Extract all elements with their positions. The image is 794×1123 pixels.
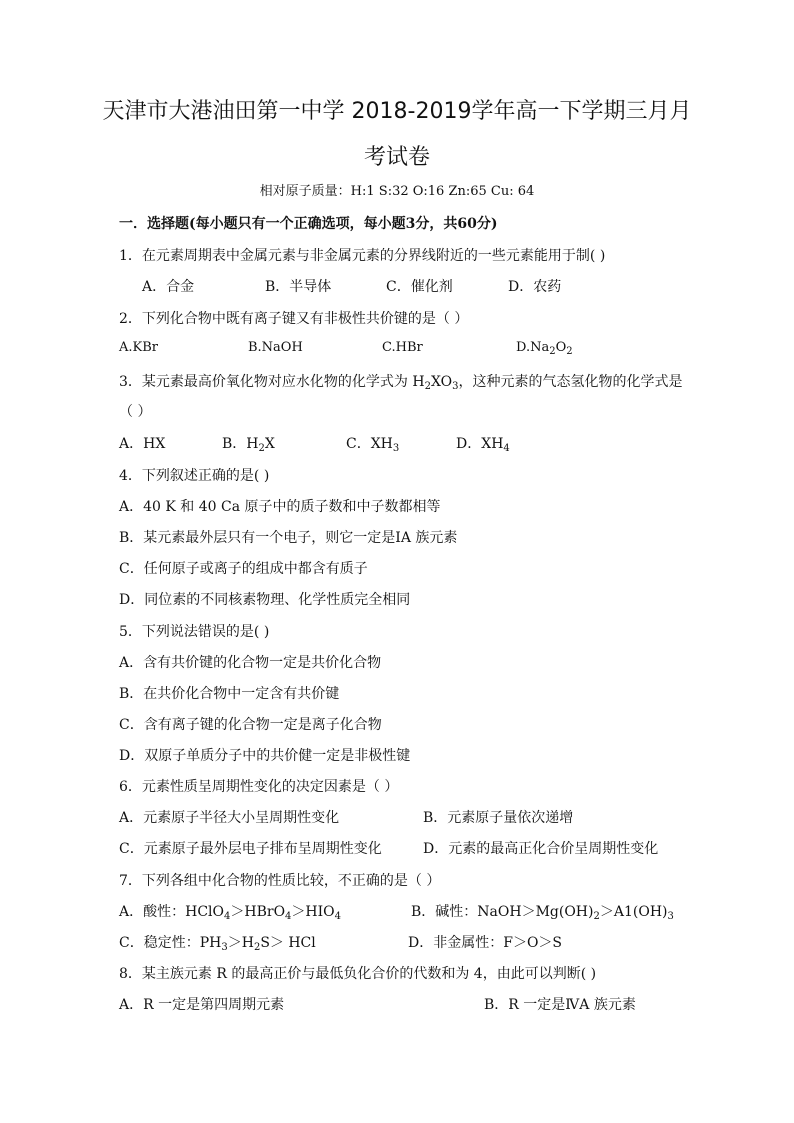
question-4-option-b: B．某元素最外层只有一个电子，则它一定是ⅠA 族元素 xyxy=(119,530,458,546)
question-4-stem: 4．下列叙述正确的是( ) xyxy=(119,468,270,484)
question-1-option-d: D．农药 xyxy=(508,279,562,295)
question-7-option-d: D．非金属性：F＞O＞S xyxy=(408,935,563,951)
section-heading: 一．选择题(每小题只有一个正确选项，每小题3分，共60分) xyxy=(119,216,498,232)
question-2-option-c: C.HBr xyxy=(382,340,423,355)
question-4-option-d: D．同位素的不同核素物理、化学性质完全相同 xyxy=(119,592,411,608)
atomic-masses: 相对原子质量：H:1 S:32 O:16 Zn:65 Cu: 64 xyxy=(259,184,535,199)
question-3-stem: 3．某元素最高价氧化物对应水化物的化学式为 $H_2XO_3$，这种元素的气态氢化物的化学式是 xyxy=(119,374,683,392)
question-7-stem: 7．下列各组中化合物的性质比较，不正确的是（ ） xyxy=(119,873,441,889)
question-3-option-c: C．$XH_3$ xyxy=(346,436,400,454)
question-1-option-c: C．催化剂 xyxy=(386,279,453,295)
question-5-option-c: C．含有离子键的化合物一定是离子化合物 xyxy=(119,717,382,733)
question-3-option-d: D．$XH_4$ xyxy=(456,436,510,454)
exam-title-line-2: 考试卷 xyxy=(363,145,430,170)
question-1-option-a: A．合金 xyxy=(142,279,195,295)
exam-title-line-1: 天津市大港油田第一中学 2018-2019学年高一下学期三月月 xyxy=(102,99,692,124)
question-7-option-a: A．酸性：$HClO_4>HBrO_4>HIO_4$ xyxy=(119,904,342,922)
question-6-option-c: C．元素原子最外层电子排布呈周期性变化 xyxy=(119,841,382,857)
question-6-stem: 6．元素性质呈周期性变化的决定因素是（ ） xyxy=(119,779,399,795)
question-1-option-b: B．半导体 xyxy=(265,279,332,295)
question-2-option-a: A.KBr xyxy=(119,340,158,355)
question-2-option-d: $D.Na_2O_2$ xyxy=(516,340,573,357)
question-3-option-a: A．HX xyxy=(119,436,166,452)
question-6-option-d: D．元素的最高正化合价呈周期性变化 xyxy=(423,841,659,857)
question-5-stem: 5．下列说法错误的是( ) xyxy=(119,624,270,640)
question-8-stem: 8．某主族元素 R 的最高正价与最低负化合价的代数和为 4，由此可以判断( ) xyxy=(119,966,597,982)
question-3-stem-line-2: （ ） xyxy=(119,404,152,420)
question-6-option-a: A．元素原子半径大小呈周期性变化 xyxy=(119,810,340,826)
question-3-option-b: B．$H_2X$ xyxy=(222,436,275,454)
question-7-option-c: C．稳定性：$PH_3>H_2S>$ HCl xyxy=(119,935,316,953)
question-2-option-b: B.NaOH xyxy=(248,340,303,355)
question-8-option-a: A．R 一定是第四周期元素 xyxy=(119,997,285,1013)
question-4-option-c: C．任何原子或离子的组成中都含有质子 xyxy=(119,561,368,577)
question-6-option-b: B．元素原子量依次递增 xyxy=(423,810,574,826)
question-5-option-b: B．在共价化合物中一定含有共价键 xyxy=(119,686,340,702)
question-5-option-d: D．双原子单质分子中的共价健一定是非极性键 xyxy=(119,748,411,764)
question-8-option-b: B．R 一定是ⅣA 族元素 xyxy=(484,997,636,1013)
question-2-stem: 2．下列化合物中既有离子键又有非极性共价键的是（ ） xyxy=(119,311,469,327)
question-5-option-a: A．含有共价键的化合物一定是共价化合物 xyxy=(119,655,382,671)
question-4-option-a: A．40 K 和 40 Ca 原子中的质子数和中子数都相等 xyxy=(119,499,441,515)
question-7-option-b: B．碱性：$NaOH>Mg(OH)_2>A1(OH)_3$ xyxy=(411,904,674,922)
question-1-stem: 1．在元素周期表中金属元素与非金属元素的分界线附近的一些元素能用于制( ) xyxy=(119,248,606,264)
